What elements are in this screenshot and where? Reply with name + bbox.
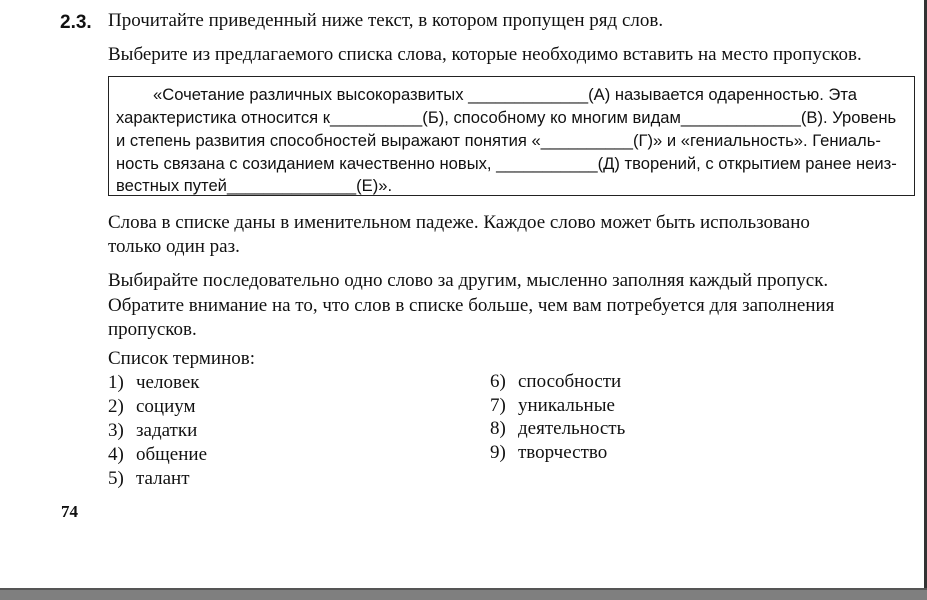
term-item: 9) творчество — [490, 442, 608, 463]
paragraph-2-line-1: Выбирайте последовательно одно слово за другим, мысленно заполняя каждый пропуск. — [108, 270, 829, 291]
quote-line-1: «Сочетание различных высокоразвитых _____________(А) называется одаренностью. Эта — [153, 85, 857, 104]
term-item: 2) социум — [108, 396, 196, 417]
quote-box — [108, 76, 915, 196]
term-item: 5) талант — [108, 468, 190, 489]
term-item: 8) деятельность — [490, 418, 626, 439]
page-number: 74 — [61, 502, 78, 521]
task-title: Прочитайте приведенный ниже текст, в котором пропущен ряд слов. — [108, 10, 664, 31]
term-item: 1) человек — [108, 372, 200, 393]
term-item: 6) способности — [490, 371, 622, 392]
term-item: 3) задатки — [108, 420, 198, 441]
term-item: 7) уникальные — [490, 395, 615, 416]
terms-heading: Список терминов: — [108, 348, 255, 369]
quote-line-4: ность связана с созиданием качественно новых, ___________(Д) творений, с открытием ранее неиз- — [116, 154, 897, 173]
paragraph-2-line-2: Обратите внимание на то, что слов в списке больше, чем вам потребуется для заполнения — [108, 295, 835, 316]
task-instruction: Выберите из предлагаемого списка слова, которые необходимо вставить на место пропусков. — [108, 44, 862, 65]
paragraph-1-line-2: только один раз. — [108, 236, 240, 257]
quote-line-3: и степень развития способностей выражают понятия «__________(Г)» и «гениальность». Гениаль- — [116, 131, 881, 150]
paragraph-2-line-3: пропусков. — [108, 319, 197, 340]
paragraph-1-line-1: Слова в списке даны в именительном падеже. Каждое слово может быть использовано — [108, 212, 810, 233]
task-number: 2.3. — [60, 12, 92, 33]
bottom-bar — [0, 588, 927, 600]
quote-line-5: вестных путей______________(Е)». — [116, 176, 393, 195]
quote-line-2: характеристика относится к__________(Б), способному ко многим видам_____________(В). Уровень — [116, 108, 897, 127]
term-item: 4) общение — [108, 444, 207, 465]
